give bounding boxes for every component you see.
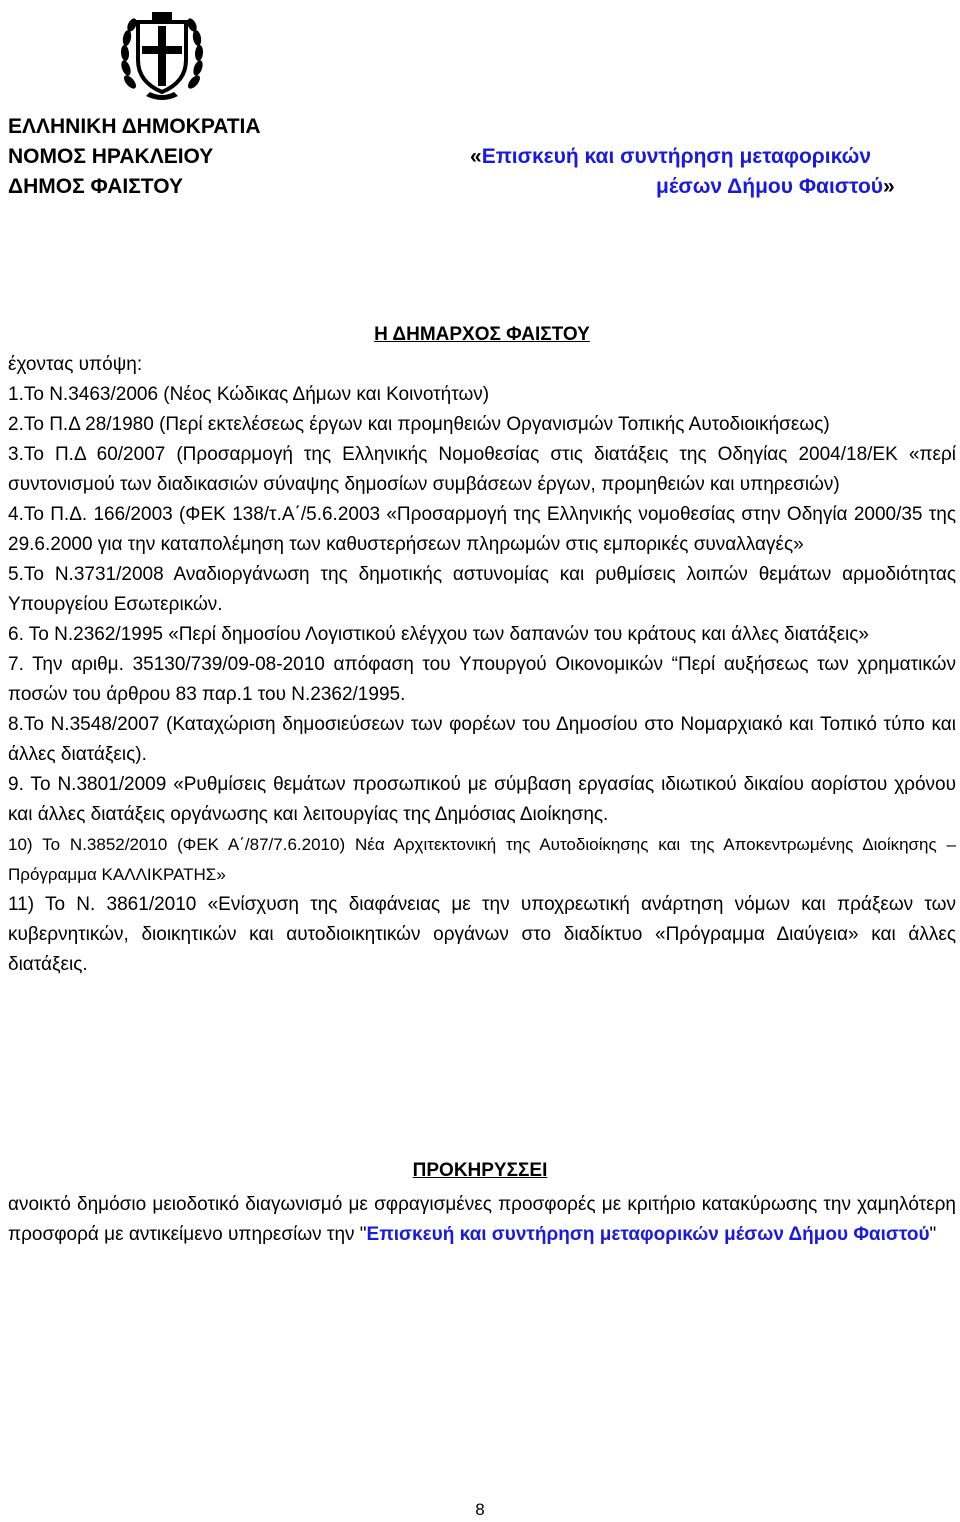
list-item: 1.Το Ν.3463/2006 (Νέος Κώδικας Δήμων και Κοινοτήτων) — [8, 384, 490, 405]
list-item: 9. Το Ν.3801/2009 «Ρυθμίσεις θεμάτων προσωπικού με σύμβαση εργασίας ιδιωτικού δικαίου αορίστου χρόνου και άλλες διατάξεις οργάνωσης και λειτουργίας της Δημόσιας Διοίκησης. — [8, 774, 956, 825]
list-item: 7. Την αριθμ. 35130/739/09-08-2010 απόφαση του Υπουργού Οικονομικών “Περί αυξήσεως των χρηματικών ποσών του άρθρου 83 παρ.1 του Ν.2362/1995. — [8, 654, 956, 705]
list-item: 3.Το Π.Δ 60/2007 (Προσαρμογή της Ελληνικής Νομοθεσίας στις διατάξεις της Οδηγίας 2004/18/ΕΚ «περί συντονισμού των διαδικασιών σύναψης δημοσίων συμβάσεων έργων, προμηθειών και υπηρεσιών) — [8, 444, 956, 495]
issuer-country: ΕΛΛΗΝΙΚΗ ΔΗΜΟΚΡΑΤΙΑ — [8, 115, 261, 138]
list-item: 8.Το Ν.3548/2007 (Καταχώριση δημοσιεύσεων των φορέων του Δημοσίου στο Νομαρχιακό και Τοπικό τύπο και άλλες διατάξεις). — [8, 714, 956, 765]
issuer-municipality: ΔΗΜΟΣ ΦΑΙΣΤΟΥ — [8, 175, 184, 198]
header-issuer — [8, 112, 261, 202]
proclamation-text-before: ανοικτό δημόσιο μειοδοτικό διαγωνισμό με σφραγισμένες προσφορές με κριτήριο κατακύρωσης την χαμηλότερη προσφορά με αντικείμενο υπηρεσίων την " — [8, 1194, 956, 1245]
open-quote: « — [470, 145, 482, 168]
list-item: 5.Το Ν.3731/2008 Αναδιοργάνωση της δημοτικής αστυνομίας και ρυθμίσεις λοιπών θεμάτων αρμοδιότητας Υπουργείου Εσωτερικών. — [8, 564, 956, 615]
proclamation-heading: ΠΡΟΚΗΡΥΣΣΕΙ — [412, 1160, 548, 1181]
project-title-text-2: μέσων Δήμου Φαιστού — [656, 175, 884, 198]
proclamation-text — [8, 1190, 956, 1250]
list-item: 11) Το Ν. 3861/2010 «Ενίσχυση της διαφάνειας με την υποχρεωτική ανάρτηση νόμων και πράξεων των κυβερνητικών, διοικητικών και αυτοδιοικητικών οργάνων στο διαδίκτυο «Πρόγραμμα Διαύγεια» και άλλες διατάξεις. — [8, 894, 956, 975]
mayor-heading: Η ΔΗΜΑΡΧΟΣ ΦΑΙΣΤΟΥ — [374, 324, 590, 345]
list-item: 2.Το Π.Δ 28/1980 (Περί εκτελέσεως έργων και προμηθειών Οργανισμών Τοπικής Αυτοδιοικήσεως) — [8, 414, 830, 435]
list-item: 10) Το Ν.3852/2010 (ΦΕΚ Α΄/87/7.6.2010) Νέα Αρχιτεκτονική της Αυτοδιοίκησης και της Αποκεντρωμένης Διοίκησης –Πρόγραμμα ΚΑΛΛΙΚΡΑΤΗΣ» — [8, 835, 956, 884]
project-title-text-1: Επισκευή και συντήρηση μεταφορικών — [481, 145, 872, 168]
proclamation-project-name: Επισκευή και συντήρηση μεταφορικών μέσων Δήμου Φαιστού — [366, 1224, 930, 1245]
issuer-prefecture: ΝΟΜΟΣ ΗΡΑΚΛΕΙΟΥ — [8, 145, 214, 168]
close-quote: » — [883, 175, 895, 198]
project-title-line-1 — [470, 142, 871, 172]
greek-coat-of-arms-icon — [116, 8, 208, 104]
intro-text: έχοντας υπόψη: — [8, 354, 143, 375]
list-item: 4.Το Π.Δ. 166/2003 (ΦΕΚ 138/τ.Α΄/5.6.2003 «Προσαρμογή της Ελληνικής νομοθεσίας στην Οδηγία 2000/35 της 29.6.2000 για την καταπολέμηση των καθυστερήσεων πληρωμών στις εμπορικές συναλλαγές» — [8, 504, 956, 555]
considerations-section — [8, 320, 956, 980]
list-item: 6. Το Ν.2362/1995 «Περί δημοσίου Λογιστικού ελέγχου των δαπανών του κράτους και άλλες διατάξεις» — [8, 624, 869, 645]
page-number: 8 — [475, 1500, 485, 1519]
proclamation-text-after: " — [929, 1224, 937, 1245]
project-title-line-2 — [656, 172, 895, 202]
